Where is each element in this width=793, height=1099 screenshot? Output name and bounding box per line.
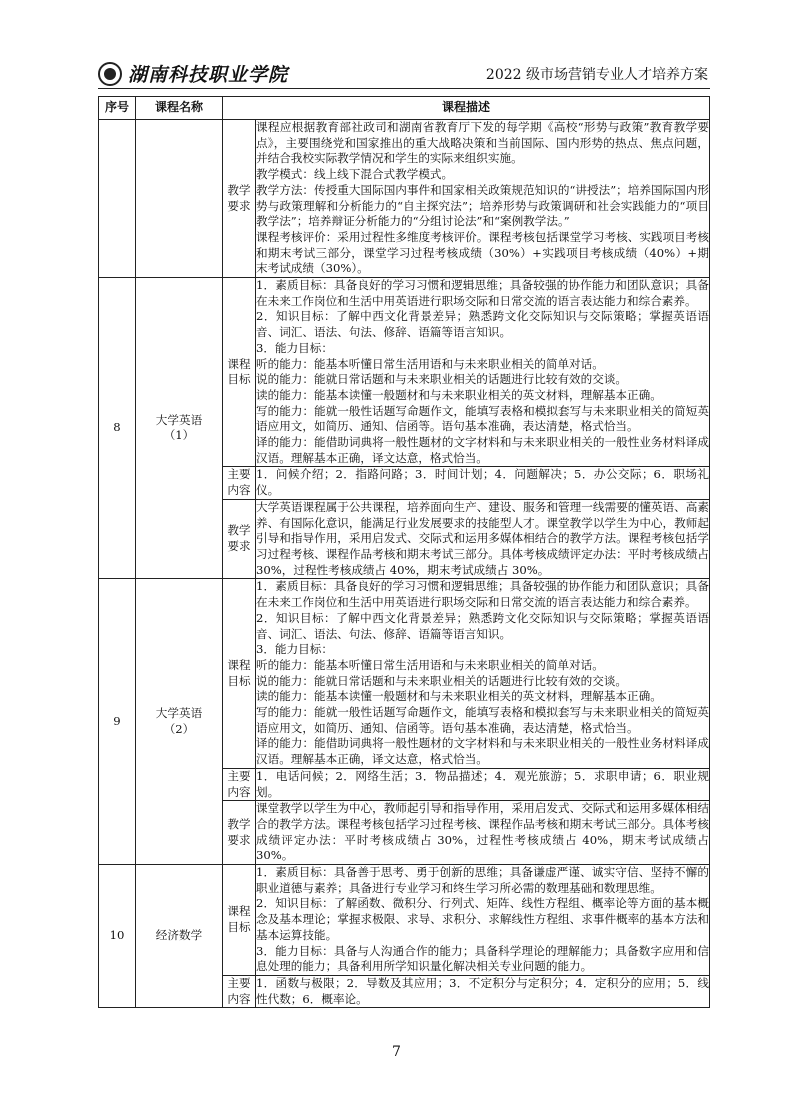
course-name	[136, 278, 223, 579]
desc-line: 听的能力：能基本听懂日常生活用语和与未来职业相关的简单对话。	[256, 657, 604, 672]
section-desc	[256, 768, 710, 800]
course-num: 9	[99, 579, 136, 865]
desc-line: 1．函数与极限；2．导数及其应用；3．不定积分与定积分；4．定积分的应用；5．线性代数；6．概率论。	[256, 975, 709, 1006]
desc-line: 2．知识目标：了解中西文化背景差异；熟悉跨文化交际知识与交际策略；掌握英语语音、词汇、语法、句法、修辞、语篇等语言知识。	[256, 309, 709, 340]
section-label: 教学 要求	[223, 499, 256, 579]
section-label: 教学 要求	[223, 120, 256, 278]
table-row	[99, 278, 710, 467]
section-label: 主要 内容	[223, 768, 256, 800]
course-name-line: 大学英语	[155, 706, 203, 721]
column-header-desc: 课程描述	[223, 97, 710, 120]
course-name	[136, 120, 223, 278]
section-label: 课程 目标	[223, 865, 256, 976]
desc-line: 1．素质目标：具备良好的学习习惯和逻辑思维；具备较强的协作能力和团队意识；具备在未来工作岗位和生活中用英语进行职场交际和日常交流的语言表达能力和综合素养。	[256, 579, 709, 610]
desc-line: 译的能力：能借助词典将一般性题材的文字材料和与未来职业相关的一般性业务材料译成汉语。理解基本正确，译文达意，格式恰当。	[256, 736, 709, 767]
table-header-row	[99, 97, 710, 120]
desc-line: 1．电话问候；2．网络生活；3．物品描述；4．观光旅游；5．求职申请；6．职业规划。	[256, 768, 709, 799]
course-num	[99, 120, 136, 278]
course-num: 8	[99, 278, 136, 579]
desc-line: 教学模式：线上线下混合式教学模式。	[256, 167, 454, 182]
section-desc	[256, 579, 710, 768]
section-desc	[256, 865, 710, 976]
section-desc	[256, 120, 710, 278]
section-desc	[256, 499, 710, 579]
desc-line: 1．素质目标：具备善于思考、勇于创新的思维；具备谦虚严谨、诚实守信、坚持不懈的职业道德与素养；具备进行专业学习和终生学习所必需的数理基础和数理思维。	[256, 865, 709, 895]
desc-line: 1．问候介绍；2．指路问路；3．时间计划；4．问题解决；5．办公交际；6．职场礼仪。	[256, 467, 709, 498]
column-header-name: 课程名称	[136, 97, 223, 120]
section-desc	[256, 278, 710, 467]
desc-line: 读的能力：能基本读懂一般题材和与未来职业相关的英文材料，理解基本正确。	[256, 387, 662, 402]
page-number: 7	[392, 1044, 401, 1060]
desc-line: 2．知识目标：了解中西文化背景差异；熟悉跨文化交际知识与交际策略；掌握英语语音、词汇、语法、句法、修辞、语篇等语言知识。	[256, 610, 709, 641]
desc-line: 写的能力：能就一般性话题写命题作文，能填写表格和模拟套写与未来职业相关的简短英语应用文，如简历、通知、信函等。语句基本准确，表达清楚，格式恰当。	[256, 403, 709, 434]
column-header-num: 序号	[99, 97, 136, 120]
desc-line: 教学方法：传授重大国际国内事件和国家相关政策规范知识的“讲授法”；培养国际国内形势与政策理解和分析能力的“自主探究法”；培养形势与政策调研和社会实践能力的“项目教学法”；培养辩证分析能力的“分组讨论法”和“案例教学法。”	[256, 182, 709, 229]
section-label: 主要 内容	[223, 467, 256, 499]
table-row	[99, 579, 710, 768]
desc-line: 3．能力目标：	[256, 642, 333, 657]
desc-line: 2．知识目标：了解函数、微积分、行列式、矩阵、线性方程组、概率论等方面的基本概念及基本理论；掌握求极限、求导、求积分、求解线性方程组、求事件概率的基本方法和基本运算技能。	[256, 896, 709, 942]
table-row	[99, 865, 710, 976]
desc-line: 课程应根据教育部社政司和湖南省教育厅下发的每学期《高校“形势与政策”教育教学要点》，主要围绕党和国家推出的重大战略决策和当前国际、国内形势的热点、焦点问题，并结合我校实际教学情况和学生的实际来组织实施。	[256, 120, 709, 166]
desc-line: 说的能力：能就日常话题和与未来职业相关的话题进行比较有效的交谈。	[256, 372, 628, 387]
table-row	[99, 120, 710, 278]
desc-line: 1．素质目标：具备良好的学习习惯和逻辑思维；具备较强的协作能力和团队意识；具备在未来工作岗位和生活中用英语进行职场交际和日常交流的语言表达能力和综合素养。	[256, 278, 709, 308]
course-num: 10	[99, 865, 136, 1008]
section-desc	[256, 801, 710, 865]
course-name	[136, 579, 223, 865]
desc-line: 听的能力：能基本听懂日常生活用语和与未来职业相关的简单对话。	[256, 356, 604, 371]
school-name: 湖南科技职业学院	[128, 64, 289, 86]
section-desc	[256, 467, 710, 499]
header-rule	[98, 88, 710, 89]
desc-line: 课堂教学以学生为中心，教师起引导和指导作用，采用启发式、交际式和运用多媒体相结合的教学方法。课程考核包括学习过程考核、课程作品考核和期末考试三部分。具体考核成绩评定办法：平时考核成绩占 30%，过程性考核成绩占 40%，期末考试成绩占 30%。	[256, 801, 709, 863]
desc-line: 读的能力：能基本读懂一般题材和与未来职业相关的英文材料，理解基本正确。	[256, 689, 662, 704]
desc-line: 3．能力目标：具备与人沟通合作的能力；具备科学理论的理解能力；具备数字应用和信息处理的能力；具备利用所学知识量化解决相关专业问题的能力。	[256, 943, 709, 974]
course-name-line: （2）	[163, 721, 195, 736]
section-label: 课程 目标	[223, 579, 256, 768]
desc-line: 3．能力目标：	[256, 340, 333, 355]
course-name-line: 经济数学	[155, 928, 203, 943]
course-name	[136, 865, 223, 1008]
desc-line: 大学英语课程属于公共课程，培养面向生产、建设、服务和管理一线需要的懂英语、高素养、有国际化意识，能满足行业发展要求的技能型人才。课堂教学以学生为中心，教师起引导和指导作用，采用启发式、交际式和运用多媒体相结合的教学方法。课程考核包括学习过程考核、课程作品考核和期末考试三部分。具体考核成绩评定办法：平时考核成绩占30%，过程性考核成绩占 40%，期末考试成绩占 30%。	[256, 499, 709, 577]
course-name-line: 大学英语	[155, 412, 203, 427]
section-label: 主要 内容	[223, 975, 256, 1007]
table-body	[99, 120, 710, 1008]
course-name-line: （1）	[163, 428, 195, 443]
desc-line: 说的能力：能就日常话题和与未来职业相关的话题进行比较有效的交谈。	[256, 673, 628, 688]
course-table	[98, 96, 710, 1008]
document-title: 2022 级市场营销专业人才培养方案	[485, 67, 708, 83]
desc-line: 课程考核评价：采用过程性多维度考核评价。课程考核包括课堂学习考核、实践项目考核和期末考试三部分，课堂学习过程考核成绩（30%）+实践项目考核成绩（40%）+期末考试成绩（30%）。	[256, 229, 709, 276]
desc-line: 写的能力：能就一般性话题写命题作文，能填写表格和模拟套写与未来职业相关的简短英语应用文，如简历、通知、信函等。语句基本准确，表达清楚，格式恰当。	[256, 705, 709, 735]
section-label: 教学 要求	[223, 801, 256, 865]
school-logo	[98, 60, 288, 87]
section-desc	[256, 975, 710, 1007]
section-label: 课程 目标	[223, 278, 256, 467]
page-header	[98, 60, 708, 88]
desc-line: 译的能力：能借助词典将一般性题材的文字材料和与未来职业相关的一般性业务材料译成汉语。理解基本正确，译文达意，格式恰当。	[256, 435, 709, 465]
school-emblem-icon	[98, 62, 122, 86]
